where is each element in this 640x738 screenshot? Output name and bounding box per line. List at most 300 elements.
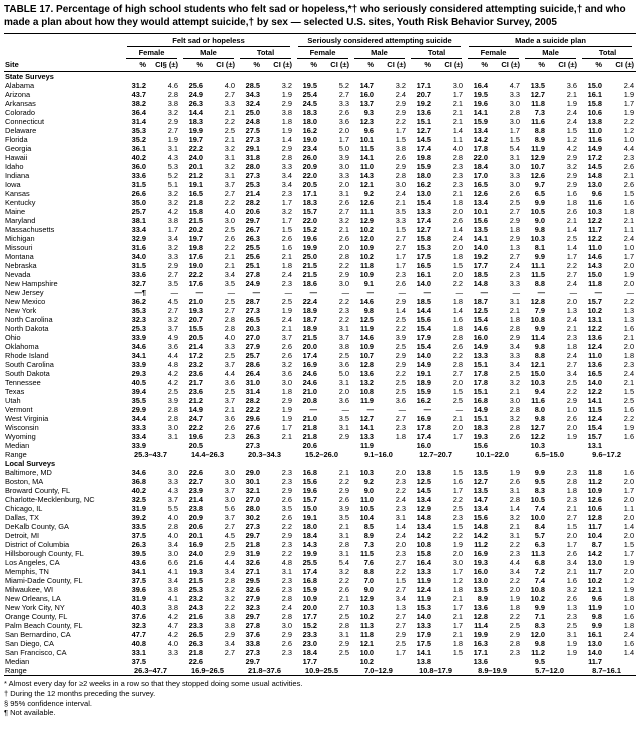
table-row <box>4 297 636 306</box>
ci-cell: 1.4 <box>509 504 521 513</box>
site-cell: Baltimore, MD <box>5 468 52 477</box>
percent-cell: 20.3 <box>245 324 260 333</box>
ci-cell: 2.7 <box>566 270 578 279</box>
percent-cell: 21.6 <box>188 558 203 567</box>
percent-cell: 24.0 <box>188 153 203 162</box>
ci-cell: 3.3 <box>509 171 521 180</box>
percent-cell: 13.4 <box>473 198 489 207</box>
percent-cell: 17.5 <box>416 252 431 261</box>
percent-cell: 21.8 <box>245 540 260 549</box>
percent-cell: 9.2 <box>363 189 374 198</box>
ci-cell: 2.2 <box>452 351 464 360</box>
percent-cell: 10.4 <box>587 531 603 540</box>
percent-cell: 12.2 <box>587 324 603 333</box>
ci-cell: 3.0 <box>281 621 292 630</box>
ci-cell: 2.6 <box>452 342 464 351</box>
percent-cell: 35.3 <box>131 306 146 315</box>
percent-cell: 15.4 <box>473 315 489 324</box>
ci-cell: 2.9 <box>395 630 406 639</box>
ci-cell: 2.7 <box>509 252 521 261</box>
ci-cell: 1.4 <box>623 648 635 657</box>
site-cell: Vermont <box>5 405 33 414</box>
percent-cell: 27.3 <box>245 135 260 144</box>
percent-cell: 27.8 <box>245 621 260 630</box>
ci-cell: 3.1 <box>509 531 521 540</box>
ci-cell: 2.6 <box>281 495 292 504</box>
ci-cell: 3.4 <box>224 270 235 279</box>
percent-cell: 31.5 <box>131 261 146 270</box>
ci-cell: 2.1 <box>452 414 464 423</box>
site-cell: Los Angeles, CA <box>5 558 60 567</box>
percent-cell: 13.6 <box>587 333 603 342</box>
ci-cell: 1.1 <box>452 135 464 144</box>
ci-cell: 2.7 <box>224 306 235 315</box>
ci-cell: 2.9 <box>395 99 406 108</box>
ci-cell: 2.1 <box>566 324 578 333</box>
percent-cell: 13.3 <box>359 432 374 441</box>
percent-cell: 7.3 <box>363 540 374 549</box>
ci-cell: 1.8 <box>623 621 635 630</box>
ci-cell: 2.6 <box>566 594 578 603</box>
percent-cell: 16.5 <box>473 180 489 189</box>
ci-cell <box>205 657 237 666</box>
percent-header: % <box>465 59 490 72</box>
ci-cell: 2.9 <box>338 270 349 279</box>
table-row <box>4 495 636 504</box>
ci-cell: 2.7 <box>224 648 235 657</box>
ci-cell: 2.1 <box>566 216 578 225</box>
percent-cell: 11.5 <box>360 144 374 153</box>
percent-cell: 15.0 <box>587 270 603 279</box>
ci-cell: 2.2 <box>224 198 235 207</box>
table-row <box>4 207 636 216</box>
percent-cell: 29.5 <box>245 576 260 585</box>
percent-cell: 16.8 <box>473 396 489 405</box>
ci-cell: 1.5 <box>452 261 464 270</box>
site-cell: Median <box>5 657 30 666</box>
table-row <box>4 99 636 108</box>
percent-cell: 8.3 <box>534 621 546 630</box>
ci-cell: 1.9 <box>566 99 578 108</box>
table-row <box>4 333 636 342</box>
percent-cell: 11.9 <box>360 396 374 405</box>
ci-cell: 2.8 <box>224 324 235 333</box>
percent-cell: 11.4 <box>531 333 546 342</box>
ci-cell: 1.4 <box>566 243 578 252</box>
percent-cell: 27.9 <box>245 342 260 351</box>
percent-cell: 26.3 <box>131 540 146 549</box>
percent-cell: 29.7 <box>245 657 260 666</box>
percent-cell: 20.0 <box>302 342 317 351</box>
ci-cell: 2.3 <box>509 270 521 279</box>
ci-cell: 2.5 <box>623 396 635 405</box>
percent-header: % <box>180 59 205 72</box>
ci-cell: 2.0 <box>338 387 349 396</box>
site-cell: Wisconsin <box>5 423 39 432</box>
ci-cell: 3.1 <box>167 144 178 153</box>
ci-cell: 1.9 <box>281 126 292 135</box>
percent-cell: 17.9 <box>416 630 431 639</box>
percent-cell: 13.8 <box>416 657 431 666</box>
ci-cell <box>376 441 408 450</box>
percent-cell: 17.6 <box>188 279 203 288</box>
ci-cell: 3.2 <box>224 594 235 603</box>
subgroup-male <box>180 47 237 59</box>
percent-cell: 39.2 <box>131 513 146 522</box>
percent-cell: 7.1 <box>534 612 546 621</box>
percent-cell: 17.4 <box>416 216 431 225</box>
ci-cell: 1.8 <box>281 261 292 270</box>
percent-cell: 28.0 <box>245 504 260 513</box>
ci-cell: 2.8 <box>281 612 292 621</box>
ci-cell: 2.4 <box>566 117 578 126</box>
percent-cell: 32.6 <box>245 558 260 567</box>
site-cell: Texas <box>5 387 25 396</box>
site-cell: Florida <box>5 135 28 144</box>
percent-cell: 20.1 <box>188 531 203 540</box>
ci-cell <box>433 657 465 666</box>
ci-cell: 2.0 <box>395 540 406 549</box>
range-row <box>4 450 636 459</box>
ci-cell: 2.7 <box>509 207 521 216</box>
percent-cell: 15.7 <box>587 432 603 441</box>
percent-cell: 15.9 <box>473 117 489 126</box>
ci-cell: 2.8 <box>338 540 349 549</box>
site-cell: Nevada <box>5 270 31 279</box>
percent-cell: 16.4 <box>473 81 489 90</box>
ci-cell: 1.8 <box>509 603 521 612</box>
ci-cell: 1.7 <box>623 486 635 495</box>
ci-cell: 1.7 <box>395 261 406 270</box>
percent-cell: 9.1 <box>363 279 374 288</box>
percent-cell: 9.6 <box>363 126 374 135</box>
ci-cell: 2.1 <box>338 522 349 531</box>
percent-cell: 34.3 <box>245 90 260 99</box>
ci-cell: 2.1 <box>281 252 292 261</box>
percent-cell: 32.4 <box>245 99 260 108</box>
table-row <box>4 621 636 630</box>
ci-cell: — <box>626 288 635 297</box>
ci-cell: 3.4 <box>224 567 235 576</box>
percent-cell: 30.1 <box>245 477 260 486</box>
percent-cell: 19.7 <box>188 234 203 243</box>
table-row <box>4 558 636 567</box>
ci-cell: 2.1 <box>224 252 235 261</box>
ci-cell: 1.7 <box>623 549 635 558</box>
percent-cell: 10.2 <box>359 612 374 621</box>
ci-cell: 2.1 <box>452 99 464 108</box>
percent-cell: 14.3 <box>587 261 603 270</box>
ci-cell: 2.9 <box>395 162 406 171</box>
percent-cell: 11.2 <box>474 540 489 549</box>
ci-cell: 1.7 <box>281 198 292 207</box>
percent-cell: 17.6 <box>188 252 203 261</box>
percent-cell: 12.2 <box>530 432 546 441</box>
site-cell: Miami-Dade County, FL <box>5 576 83 585</box>
percent-cell: 28.7 <box>245 297 260 306</box>
ci-cell: 2.3 <box>566 468 578 477</box>
ci-cell: 2.3 <box>509 549 521 558</box>
site-cell: Missouri <box>5 243 33 252</box>
ci-cell: 3.8 <box>338 342 349 351</box>
subgroup-label-text: Male <box>183 47 234 59</box>
percent-cell: 40.2 <box>131 153 146 162</box>
percent-cell: 15.7 <box>587 297 603 306</box>
percent-cell: 10.2 <box>530 594 546 603</box>
ci-cell: 3.6 <box>338 360 349 369</box>
percent-cell: 14.1 <box>473 108 489 117</box>
ci-cell: 1.5 <box>509 135 521 144</box>
ci-cell: 1.0 <box>566 405 578 414</box>
site-cell: West Virginia <box>5 414 49 423</box>
percent-cell: 34.6 <box>131 342 146 351</box>
percent-cell: 26.3 <box>245 234 260 243</box>
percent-cell: 16.9 <box>473 549 489 558</box>
ci-cell: 2.2 <box>452 279 464 288</box>
ci-cell: 3.3 <box>167 648 178 657</box>
percent-cell: 8.0 <box>534 405 546 414</box>
percent-cell: 33.8 <box>245 639 260 648</box>
table-row <box>4 162 636 171</box>
percent-cell: 13.6 <box>416 108 431 117</box>
table-row <box>4 504 636 513</box>
percent-cell: 18.0 <box>302 117 317 126</box>
ci-cell: 2.3 <box>395 477 406 486</box>
ci-cell: 1.7 <box>452 432 464 441</box>
ci-cell: 3.1 <box>224 153 235 162</box>
percent-cell: 11.0 <box>360 495 374 504</box>
ci-cell: 2.1 <box>338 225 349 234</box>
percent-cell: — <box>480 288 489 297</box>
ci-cell: 1.6 <box>281 243 292 252</box>
percent-cell: 11.0 <box>360 162 374 171</box>
ci-cell: 3.4 <box>281 171 292 180</box>
ci-cell: 3.2 <box>281 207 292 216</box>
ci-cell: 1.7 <box>623 99 635 108</box>
percent-cell: 30.2 <box>245 513 260 522</box>
ci-cell: 1.5 <box>566 126 578 135</box>
ci-cell: 1.7 <box>281 423 292 432</box>
ci-cell: 1.9 <box>452 540 464 549</box>
footnote: ¶ Not available. <box>4 708 56 718</box>
ci-cell: 4.0 <box>224 333 235 342</box>
ci-cell: 2.4 <box>281 270 292 279</box>
site-cell: Memphis, TN <box>5 567 49 576</box>
ci-cell: 1.7 <box>452 90 464 99</box>
ci-cell: 2.6 <box>509 189 521 198</box>
ci-cell: 5.0 <box>338 369 349 378</box>
ci-cell: 3.8 <box>224 612 235 621</box>
percent-cell: 21.2 <box>188 171 203 180</box>
ci-cell: 3.6 <box>224 414 235 423</box>
table-row <box>4 468 636 477</box>
site-cell: Range <box>5 450 27 459</box>
ci-cell: 2.9 <box>281 144 292 153</box>
table-row <box>4 432 636 441</box>
percent-cell: 31.9 <box>131 594 146 603</box>
percent-cell: 17.8 <box>473 144 489 153</box>
ci-cell: 2.0 <box>566 531 578 540</box>
percent-cell: 16.1 <box>587 630 603 639</box>
percent-cell: 36.4 <box>131 108 146 117</box>
ci-cell: 2.5 <box>338 351 349 360</box>
ci-cell: 3.1 <box>566 630 578 639</box>
percent-cell: 19.0 <box>302 135 317 144</box>
ci-cell: 2.2 <box>395 324 406 333</box>
percent-cell: 27.0 <box>245 495 260 504</box>
percent-cell: 16.5 <box>416 261 431 270</box>
ci-cell: 3.2 <box>509 414 521 423</box>
percent-cell: 15.4 <box>416 342 431 351</box>
ci-cell: 3.1 <box>338 630 349 639</box>
percent-header: % <box>408 59 433 72</box>
range-cell: 15.2–26.0 <box>305 450 338 459</box>
range-cell: 9.1–16.0 <box>364 450 393 459</box>
percent-cell: 19.2 <box>473 252 489 261</box>
ci-cell: 2.0 <box>452 243 464 252</box>
ci-cell: 3.7 <box>224 396 235 405</box>
percent-cell: 34.1 <box>131 351 146 360</box>
percent-cell: 26.3 <box>188 99 203 108</box>
percent-cell: 7.9 <box>534 306 546 315</box>
percent-cell: 8.1 <box>534 243 546 252</box>
percent-cell: 23.8 <box>188 504 203 513</box>
percent-cell: 43.7 <box>131 90 146 99</box>
ci-cell <box>148 657 180 666</box>
percent-cell: 38.1 <box>131 216 146 225</box>
percent-cell: 10.1 <box>359 135 374 144</box>
ci-cell: 2.1 <box>224 108 235 117</box>
percent-cell: 14.0 <box>473 243 489 252</box>
percent-cell: 14.6 <box>473 324 489 333</box>
subgroup-female <box>465 47 522 59</box>
percent-cell: 29.3 <box>131 369 146 378</box>
ci-cell: 2.3 <box>281 477 292 486</box>
percent-cell: — <box>366 288 374 297</box>
ci-cell: 2.2 <box>395 486 406 495</box>
ci-cell: 3.2 <box>566 585 578 594</box>
percent-cell: 12.5 <box>416 477 431 486</box>
site-cell: New York City, NY <box>5 603 65 612</box>
ci-cell: 2.2 <box>281 549 292 558</box>
percent-cell: 12.1 <box>359 180 374 189</box>
ci-cell: 2.2 <box>338 297 349 306</box>
percent-cell: 19.5 <box>302 81 317 90</box>
site-cell: Maine <box>5 207 26 216</box>
percent-cell: 21.8 <box>302 432 317 441</box>
ci-cell: 3.8 <box>167 216 178 225</box>
percent-cell: 13.6 <box>359 369 374 378</box>
ci-cell: 3.0 <box>224 216 235 225</box>
percent-header: % <box>351 59 376 72</box>
percent-cell: 7.2 <box>534 567 546 576</box>
ci-cell: 2.3 <box>623 153 635 162</box>
percent-cell: 11.8 <box>531 99 546 108</box>
percent-cell: 14.7 <box>473 495 489 504</box>
ci-cell: 1.8 <box>452 639 464 648</box>
ci-cell: 1.7 <box>395 126 406 135</box>
percent-cell: 16.2 <box>302 126 317 135</box>
site-cell: Iowa <box>5 180 21 189</box>
percent-cell: 19.1 <box>416 369 431 378</box>
percent-cell: 19.6 <box>302 486 317 495</box>
ci-cell: 3.3 <box>509 279 521 288</box>
ci-cell: 1.2 <box>623 126 635 135</box>
ci-header: CI (±) <box>433 59 465 72</box>
ci-cell: 2.3 <box>281 189 292 198</box>
percent-cell: 23.9 <box>188 486 203 495</box>
ci-cell: 3.7 <box>224 486 235 495</box>
ci-cell: 2.1 <box>566 567 578 576</box>
percent-cell: 10.2 <box>359 252 374 261</box>
percent-cell: 20.5 <box>302 180 317 189</box>
table-row <box>4 630 636 639</box>
percent-cell: 7.4 <box>534 576 546 585</box>
percent-cell: 15.2 <box>302 225 317 234</box>
ci-cell: 3.2 <box>509 378 521 387</box>
ci-cell: 2.5 <box>566 234 578 243</box>
percent-cell: 25.6 <box>245 252 260 261</box>
ci-cell: 2.2 <box>509 540 521 549</box>
site-cell: San Bernardino, CA <box>5 630 71 639</box>
ci-cell: 4.4 <box>224 369 235 378</box>
percent-cell: 9.0 <box>363 486 374 495</box>
table-row <box>4 216 636 225</box>
percent-cell: 28.6 <box>245 360 260 369</box>
group-header-row <box>4 34 636 48</box>
percent-cell: 8.5 <box>363 522 374 531</box>
site-cell: Dallas, TX <box>5 513 39 522</box>
site-cell: South Dakota <box>5 369 50 378</box>
percent-cell: 6.5 <box>534 189 546 198</box>
percent-cell: 31.0 <box>245 378 260 387</box>
percent-cell: 8.8 <box>534 351 546 360</box>
ci-cell: 3.5 <box>338 513 349 522</box>
ci-cell: 2.9 <box>509 234 521 243</box>
table-row <box>4 513 636 522</box>
ci-cell: 3.2 <box>167 189 178 198</box>
percent-cell: 10.2 <box>359 657 374 666</box>
ci-cell: 2.6 <box>566 207 578 216</box>
ci-cell: 1.5 <box>452 648 464 657</box>
ci-cell: 2.8 <box>167 405 178 414</box>
ci-cell: 3.7 <box>167 324 178 333</box>
ci-cell <box>319 441 351 450</box>
percent-cell: 38.2 <box>131 99 146 108</box>
ci-cell: 3.1 <box>338 378 349 387</box>
percent-cell: 31.9 <box>245 549 260 558</box>
ci-cell: 4.0 <box>224 207 235 216</box>
percent-cell: 26.4 <box>245 369 260 378</box>
percent-cell: 16.9 <box>188 540 203 549</box>
percent-cell: 8.9 <box>477 594 489 603</box>
ci-cell: 2.0 <box>623 567 635 576</box>
percent-cell: 21.5 <box>188 216 203 225</box>
ci-cell: 2.7 <box>395 234 406 243</box>
ci-cell: 1.5 <box>395 135 406 144</box>
percent-cell: 32.9 <box>131 234 146 243</box>
ci-cell: 2.0 <box>452 423 464 432</box>
ci-cell: 1.2 <box>452 576 464 585</box>
percent-cell: — <box>423 288 431 297</box>
percent-cell: — <box>195 288 203 297</box>
table-row <box>4 288 636 297</box>
ci-cell: 2.2 <box>623 414 635 423</box>
ci-cell: 3.3 <box>224 342 235 351</box>
ci-cell: 1.9 <box>167 135 178 144</box>
percent-cell: 25.7 <box>245 351 260 360</box>
ci-cell: 3.2 <box>224 162 235 171</box>
